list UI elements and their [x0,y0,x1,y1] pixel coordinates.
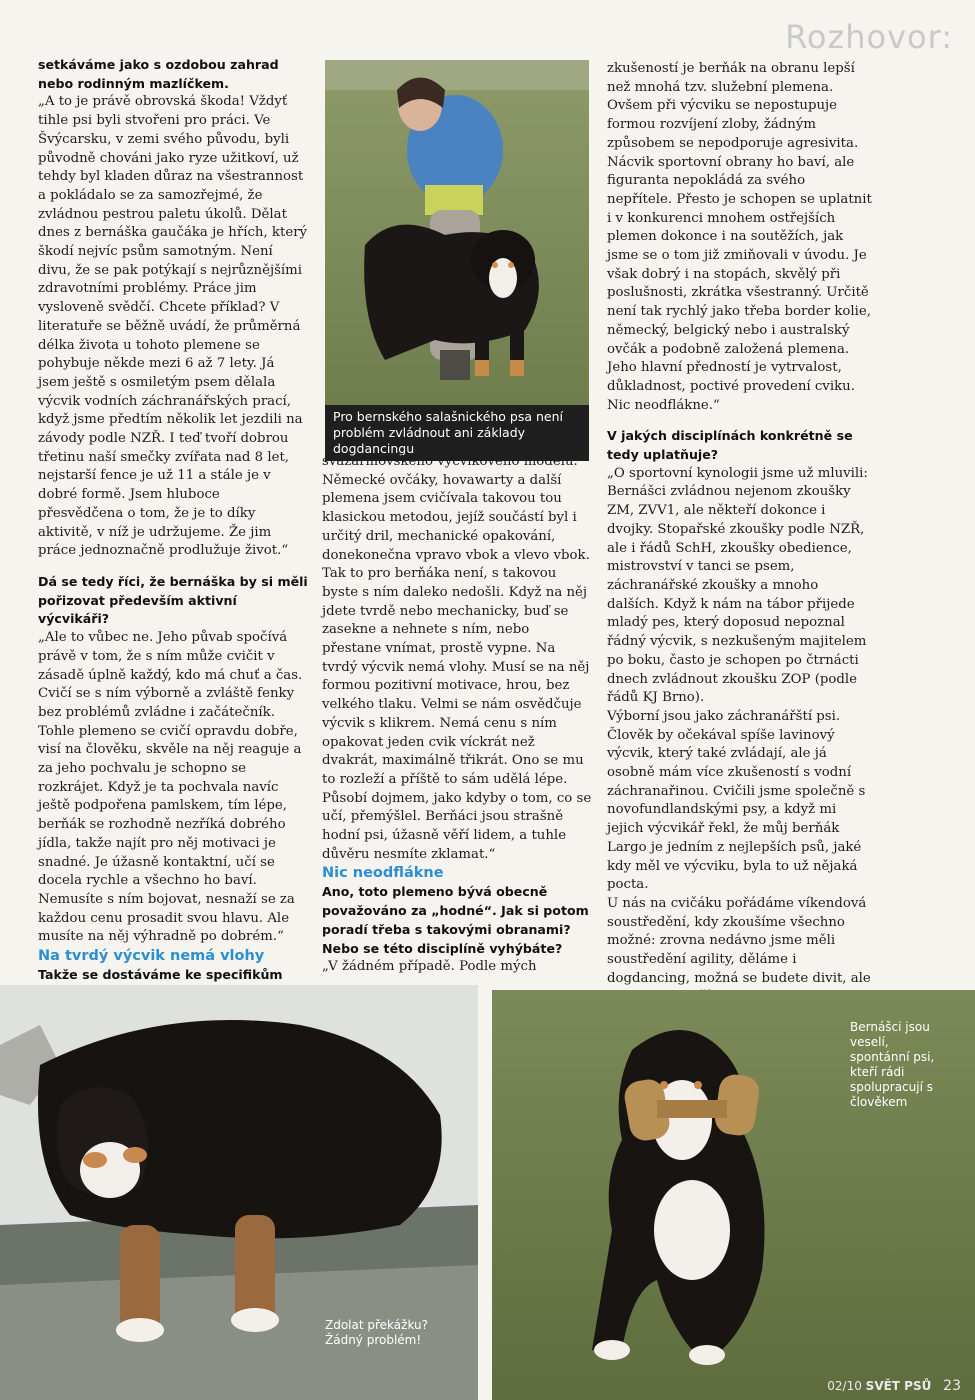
obstacle-caption-line-2: Žádný problém! [325,1333,422,1347]
column-3 [607,60,872,1045]
subheading: Na tvrdý výcvik nemá vlohy [38,948,265,965]
answer-paragraph: Výborní jsou jako záchranářští psi. Člověk by očekával spíše lavinový výcvik, který také zvládají, ale já osobně mám více zkušeností s vodní záchranařinou. Cvičili jsme společně s novofundlandskými psy, a když mi jejich výcvikář řekl, že můj berňák Largo je jedním z nejlepších psů, jaké kdy měl ve výcviku, byla to už nějaká pocta. [607,708,866,893]
retrieving-caption: Bernášci jsou veselí, spontánní psi, kteří rádi spolupracují s člověkem [850,1020,935,1109]
folio [827,1378,961,1394]
page-number: 23 [943,1378,961,1394]
obstacle-caption [325,1318,428,1348]
lead-question: setkáváme jako s ozdobou zahrad nebo rodinným mazlíčkem. [38,57,279,91]
issue-number: 02/10 [827,1379,862,1393]
answer-paragraph: „V žádném případě. Podle mých [322,959,537,975]
interview-question: Dá se tedy říci, že bernáška by si měli pořizovat především aktivní výcvikáři? [38,573,308,627]
interview-question: Takže se dostáváme ke specifikům [38,967,283,983]
answer-paragraph: „O sportovní kynologii jsme už mluvili: Bernášci zvládnou nejenom zkoušky ZM, ZVV1, ale někteří dokonce i dvojky. Stopařské zkoušky podle NZŘ, ale i řádů SchH, zkoušky obedience, mistrovství v tanci se psem, záchranářské zkoušky a mnoho dalších. Když k nám na tábor přijede mladý pes, který doposud nepoznal řádný výcvik, s nezkušeným majitelem po boku, často je schopen po čtrnácti dnech zvládnout zkoušku ZOP (podle řádů KJ Brno). [607,465,868,706]
answer-paragraph: zkušeností je berňák na obranu lepší než mnohá tzv. služební plemena. Ovšem při výcviku se nepostupuje formou rozvíjení zloby, žádným způsobem se nepodporuje agresivita. Nácvik sportovní obrany ho baví, ale figuranta nepokládá za svého nepřítele. Přesto je schopen se uplatnit i v konkurenci mnohem ostřejších plemen dokonce i na soutěžích, jak jsme se o tom již zmiňovali v úvodu. Je však dobrý i na stopách, skvělý při poslušnosti, zkrátka všestranný. Určitě není tak rychlý jako třeba border kolie, německý, belgický nebo i australský ovčák a podobně založená plemena. Jeho hlavní předností je vytrvalost, důkladnost, poctivé provedení cviku. Nic neodflákne.“ [607,61,872,413]
photo-caption: Pro bernského salašnického psa není problém zvládnout ani základy dogdancingu [325,405,589,461]
magazine-name: SVĚT PSŮ [865,1379,932,1393]
answer-paragraph: „A to je právě obrovská škoda! Vždyť tihle psi byli stvořeni pro práci. Ve Švýcarsku, v zemi svého původu, byli původně chováni jako ryze užitkoví, už tehdy byl kladen důraz na všestrannost a pokládalo se za samozřejmé, že zvládnou pestrou paletu úkolů. Dělat dnes z bernáška gaučáka je hřích, který škodí nejvíc psům samotným. Není divu, že se pak potýkají s nejrůznějšími zdravotními problémy. Práce jim vysloveně svědčí. Chcete příklad? V literatuře se běžně uvádí, že průměrná délka života u tohoto plemene se pohybuje někde mezi 6 až 7 lety. Já jsem ještě s osmiletým psem dělala výcvik vodních záchranářských prací, když jsme předtím několik let jezdili na závody podle NZŘ. I teď tvoří dobrou třetinu naší smečky zvířata nad 8 let, nejstarší fence je už 11 a stále je v dobré formě. Jsem hluboce přesvědčena o tom, že je to díky aktivitě, v níž je udržujeme. Že jim práce jednoznačně prodlužuje život.“ [38,94,308,559]
subheading: Nic neodflákne [322,865,444,882]
answer-paragraph: U nás na cvičáku pořádáme víkendová soustředění, kdy zkoušíme všechno možné: zrovna nedávno jsme měli soustředění agility, děláme i dogdancing, možná se budete divit, ale [607,895,871,986]
answer-paragraph: „Ale to vůbec ne. Jeho půvab spočívá právě v tom, že s ním může cvičit v zásadě úplně každý, kdo má chuť a čas. Cvičí se s ním výborně a zvláště fenky bez problémů zvládne i začátečník. Tohle plemeno se cvičí opravdu dobře, visí na člověku, skvěle na něj reaguje a za jeho pochvalu je schopno se rozkrájet. Když je ta pochvala navíc ještě podpořena pamlskem, tím lépe, berňák se rozhodně nezříká dobrého jídla, takže najít pro něj motivaci je snadné. Je úžasně kontaktní, učí se docela rychle a všechno ho baví. Nemusíte s ním bojovat, nesnaží se za každou cenu prosadit svou hlavu. Ale musíte na něj výhradně po dobrém.“ [38,630,303,945]
column-1 [38,56,308,1022]
answer-paragraph: svazarmovského výcvikového modelu. Německé ovčáky, hovawarty a další plemena jsem cvičívala takovou tou klasickou metodou, jejíž součástí byl i určitý dril, mechanické opakování, donekonečna vpravo vbok a vlevo vbok. Tak to pro berňáka není, s takovou byste s ním daleko nedošli. Když na něj jdete tvrdě nebo mechanicky, buď se zasekne a nehnete s ním, nebo přestane vnímat, prostě vypne. Na tvrdý výcvik nemá vlohy. Musí se na něj formou pozitivní motivace, hrou, bez velkého tlaku. Velmi se nám osvědčuje výcvik s klikrem. Nemá cenu s ním opakovat jeden cvik víckrát než dvakrát, maximálně třikrát. Ono se mu to rozleží a příště to sám udělá lépe. Působí dojmem, jako kdyby o tom, co se učí, přemýšlel. Berňáci jsou strašně hodní psi, úžasně věří lidem, a tuhle důvěru nesmíte zklamat.“ [322,454,592,862]
interview-question: V jakých disciplínách konkrétně se tedy uplatňuje? [607,428,853,463]
section-title: Rozhovor: [785,18,953,56]
obstacle-caption-line-1: Zdolat překážku? [325,1318,429,1332]
column-2 [322,453,592,977]
photo-dogdancing [325,60,589,405]
photo-dogdancing-image [325,60,589,405]
interview-question: Ano, toto plemeno bývá obecně považováno za „hodné“. Jak si potom poradí třeba s takovými obranami? Nebo se této disciplíně vyhýbáte? [322,884,589,956]
